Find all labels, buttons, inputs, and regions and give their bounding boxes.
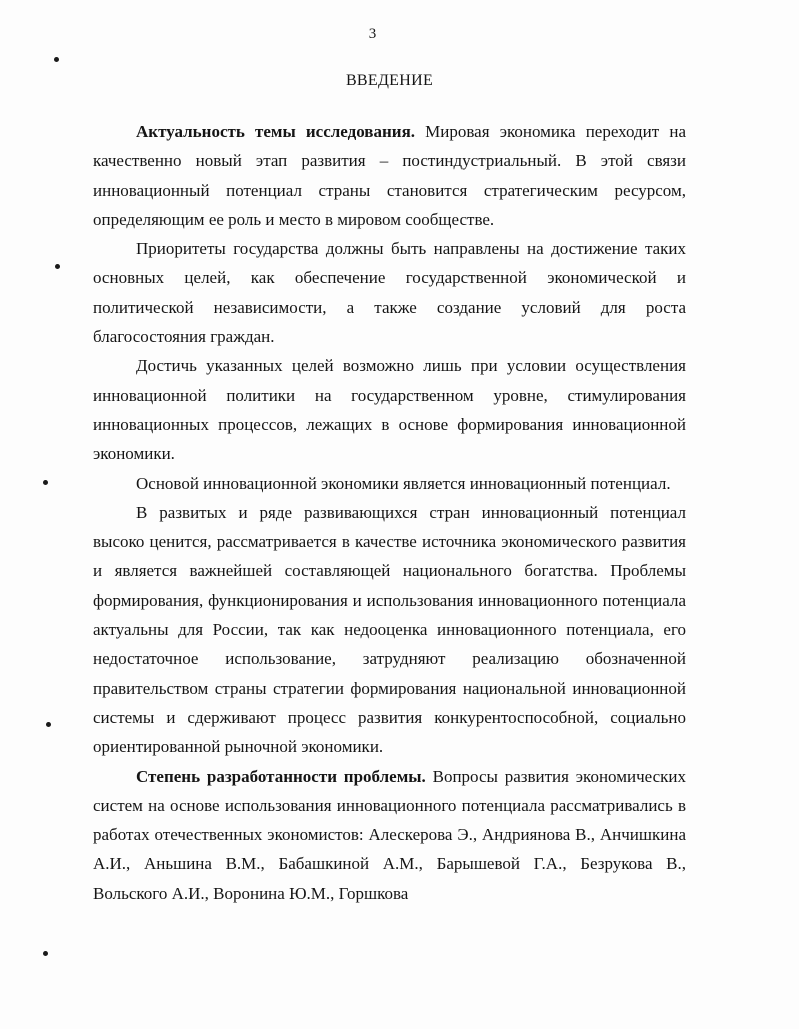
scan-dot-4 xyxy=(46,722,51,727)
paragraph-goals xyxy=(93,351,686,468)
paragraph-text: В развитых и ряде развивающихся стран инновационный потенциал высоко ценится, рассматривается в качестве источника экономического развития и является важнейшей составляющей национального богатства. Проблемы формирования, функционирования и использования инновационного потенциала актуальны для России, так как недооценка инновационного потенциала, его недостаточное использование, затрудняют реализацию обозначенной правительством страны стратегии формирования национальной инновационной системы и сдерживают процесс развития конкурентоспособной, социально ориентированной рыночной экономики. xyxy=(93,502,686,757)
paragraph-developed-countries xyxy=(93,498,686,762)
body-text xyxy=(93,117,686,908)
paragraph-basis xyxy=(93,469,686,498)
scan-dot-2 xyxy=(55,264,60,269)
paragraph-lead: Актуальность темы исследования. xyxy=(136,122,416,141)
scan-dot-1 xyxy=(54,57,59,62)
paragraph-priorities xyxy=(93,234,686,351)
paragraph-text: Приоритеты государства должны быть направлены на достижение таких основных целей, как обеспечение государственной экономической и политической независимости, а также создание условий для роста благосостояния граждан. xyxy=(93,239,686,347)
section-heading: ВВЕДЕНИЕ xyxy=(345,72,434,89)
paragraph-text: Достичь указанных целей возможно лишь при условии осуществления инновационной политики на государственном уровне, стимулирования инновационных процессов, лежащих в основе формирования инновационной экономики. xyxy=(93,356,686,464)
paragraph-text: Вопросы развития экономических систем на основе использования инновационного потенциала рассматривались в работах отечественных экономистов: Алескерова Э., Андриянова В., Анчишкина А.И., Аньшина В.М., Бабашкиной А.М., Барышевой Г.А., Безрукова В., Вольского А.И., Воронина Ю.М., Горшкова xyxy=(93,766,686,903)
scan-dot-5 xyxy=(43,951,48,956)
page-number: 3 xyxy=(368,26,377,42)
paragraph-text: Основой инновационной экономики является инновационный потенциал. xyxy=(136,473,671,493)
paragraph-lead: Степень разработанности проблемы. xyxy=(136,766,426,786)
paragraph-text: Мировая экономика переходит на качественно новый этап развития – постиндустриальный. В этой связи инновационный потенциал страны становится стратегическим ресурсом, определяющим ее роль и место в мировом сообществе. xyxy=(93,122,686,229)
paragraph-relevance xyxy=(93,117,686,234)
paragraph-research-degree xyxy=(93,762,686,908)
scan-dot-3 xyxy=(43,480,48,485)
